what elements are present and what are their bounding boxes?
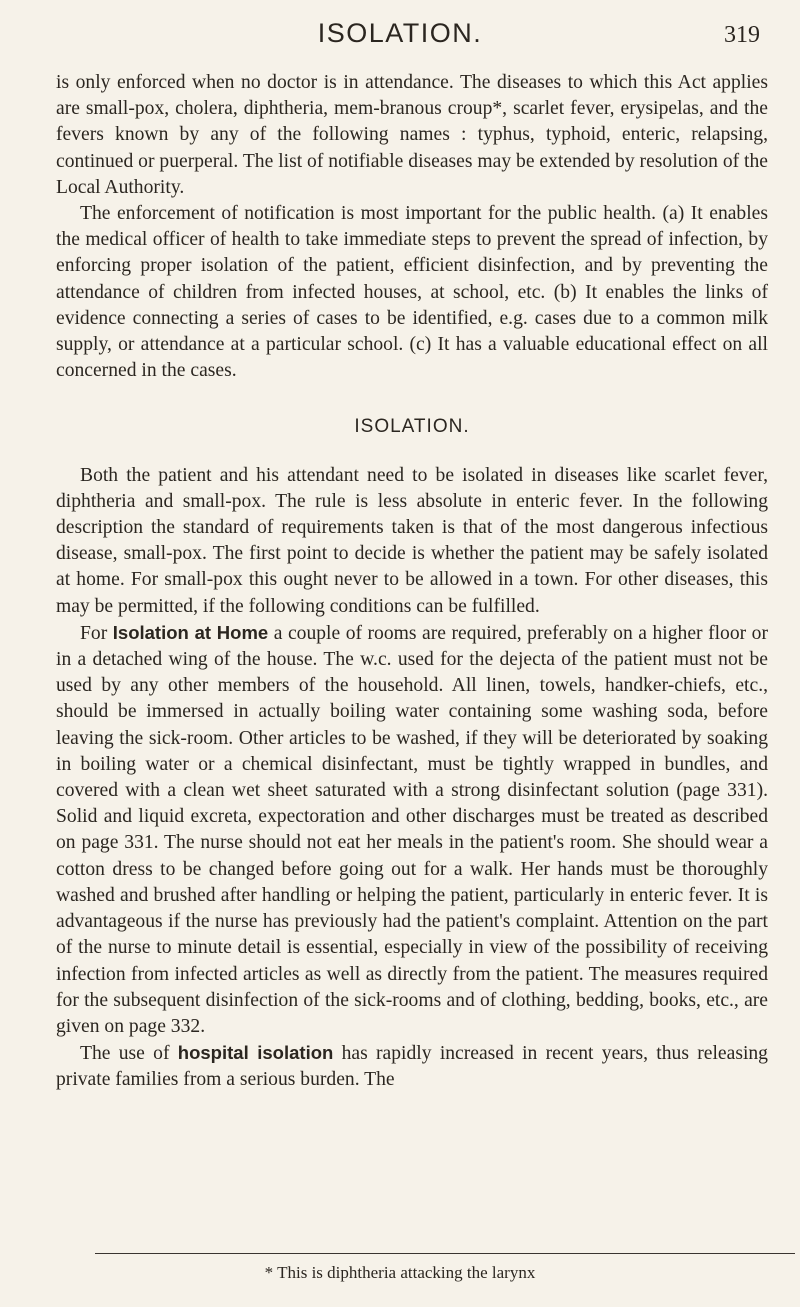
footnote-rule xyxy=(95,1253,795,1254)
paragraph-5-rest: has rapidly increased in recent years, thus releasing private families from a serious burden. The xyxy=(56,1043,768,1091)
paragraph-2: The enforcement of notification is most important for the public health. (a) It enables the medical officer of health to take immediate steps to prevent the spread of infection, by enforcing proper isolation of the patient, efficient disinfection, and by preventing the attendance of children from infected houses, at school, etc. (b) It enables the links of evidence connecting a series of cases to be identified, e.g. cases due to a common milk supply, or attendance at a particular school. (c) It has a valuable educational effect on all concerned in the cases. xyxy=(56,203,768,382)
page-number: 319 xyxy=(724,22,760,48)
section-heading: ISOLATION. xyxy=(354,416,470,438)
paragraph-5-lead: The use of xyxy=(80,1043,170,1065)
paragraph-4-rest: a couple of rooms are required, preferably on a higher floor or in a detached wing of the house. The w.c. used for the dejecta of the patient must not be used by any other members of the household. All linen, towels, handker-chiefs, etc., should be immersed in actually boiling water containing some washing soda, before leaving the sick-room. Other articles to be washed, if they will be deteriorated by soaking in boiling water or a chemical disinfectant, must be tightly wrapped in bundles, and covered with a clean wet sheet saturated with a strong disinfectant solution (page 331). Solid and liquid excreta, expectoration and other discharges must be treated as described on page 331. The nurse should not eat her meals in the patient's room. She should wear a cotton dress to be changed before going out for a walk. Her hands must be thoroughly washed and brushed after handling or helping the patient, particularly in enteric fever. It is advantageous if the nurse has previously had the patient's complaint. Attention on the part of the nurse to minute detail is essential, especially in view of the possibility of receiving infection from infected articles as well as directly from the patient. The measures required for the subsequent disinfection of the sick-rooms and of clothing, bedding, books, etc., are given on page 332. xyxy=(56,622,769,1037)
paragraph-4-lead: For xyxy=(80,622,108,644)
paragraph-4 xyxy=(56,620,768,1040)
isolation-at-home-run: Isolation at Home xyxy=(112,621,269,643)
paragraph-3: Both the patient and his attendant need to be isolated in diseases like scarlet fever, diphtheria and small-pox. The rule is less absolute in enteric fever. In the following description the standard of requirements taken is that of the most dangerous infectious disease, small-pox. The first point to decide is whether the patient may be safely isolated at home. For small-pox this ought never to be allowed in a town. For other diseases, this may be permitted, if the following conditions can be fulfilled. xyxy=(56,464,768,617)
running-title: ISOLATION. xyxy=(317,18,483,48)
footnote: * This is diphtheria attacking the larynx xyxy=(264,1263,536,1282)
body-text xyxy=(56,70,768,1094)
hospital-isolation-run: hospital isolation xyxy=(177,1042,334,1064)
paragraph-1: is only enforced when no doctor is in attendance. The diseases to which this Act applies are small-pox, cholera, diphtheria, mem-branous croup*, scarlet fever, erysipelas, and the fevers known by any of the following names : typhus, typhoid, enteric, relapsing, continued or puerperal. The list of notifiable diseases may be extended by resolution of the Local Authority. xyxy=(56,72,768,198)
running-head xyxy=(0,18,800,54)
paragraph-5 xyxy=(56,1040,768,1093)
